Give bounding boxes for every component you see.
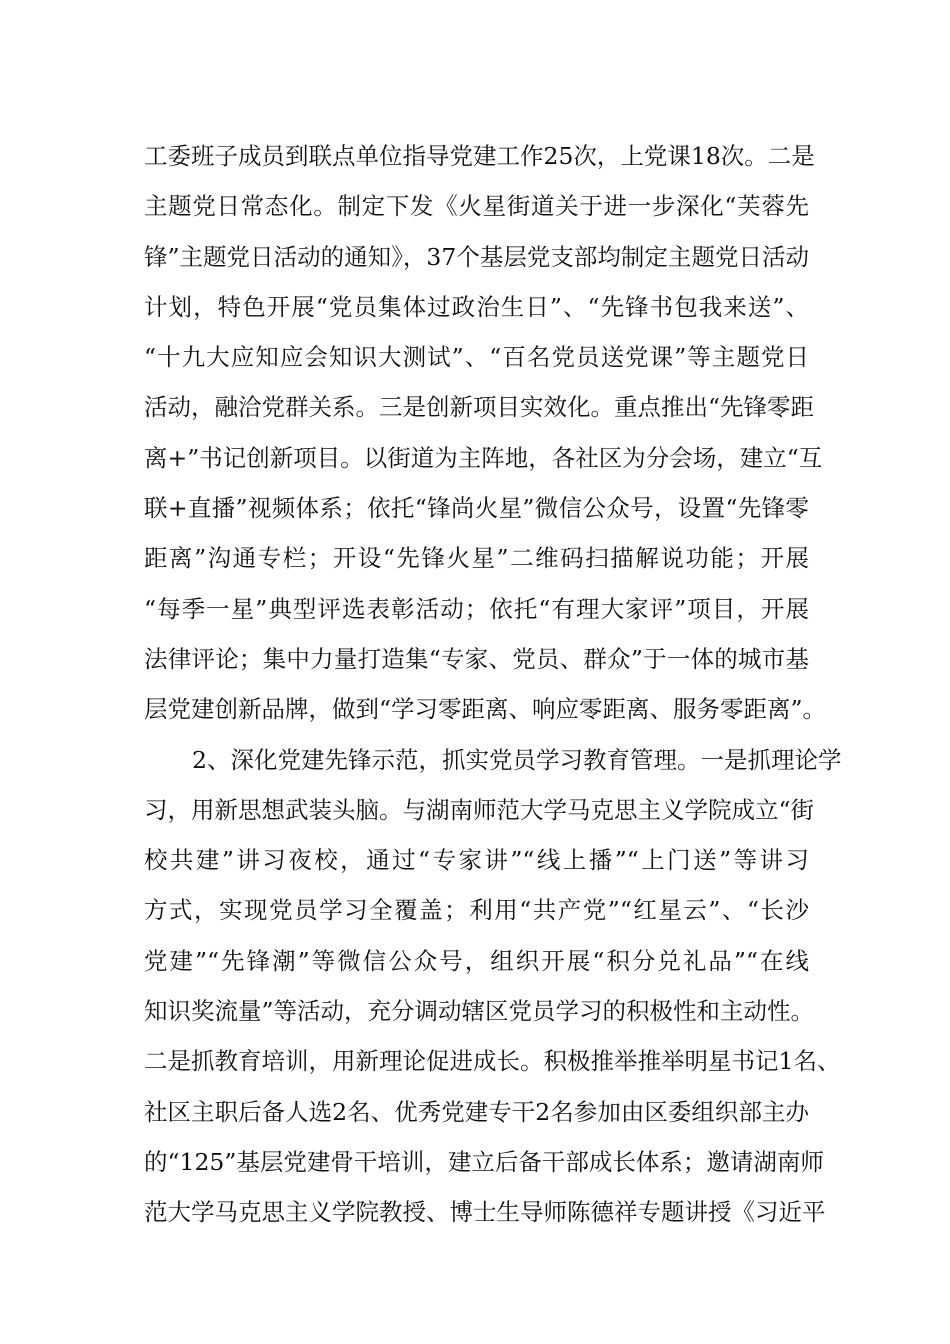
text-line: 主题党日常态化。制定下发《火星街道关于进一步深化“芙蓉先 (144, 192, 809, 221)
text-line: 社区主职后备人选2名、优秀党建专干2名参加由区委组织部主办 (144, 1097, 809, 1126)
text-line: 活动，融洽党群关系。三是创新项目实效化。重点推出“先锋零距 (144, 393, 815, 422)
text-line: 联+直播”视频体系；依托“锋尚火星”微信公众号，设置“先锋零 (144, 494, 809, 523)
text-line: 范大学马克思主义学院教授、博士生导师陈德祥专题讲授《习近平 (144, 1198, 826, 1227)
body-text (144, 131, 842, 1238)
paragraph-start-line: 2、深化党建先锋示范，抓实党员学习教育管理。一是抓理论学 (192, 745, 842, 774)
text-line: 层党建创新品牌，做到“学习零距离、响应零距离、服务零距离”。 (144, 695, 827, 724)
text-line: 工委班子成员到联点单位指导党建工作25次，上党课18次。二是 (144, 142, 815, 170)
text-line: 计划，特色开展“党员集体过政治生日”、“先锋书包我来送”、 (144, 292, 809, 321)
text-line: 的“125”基层党建骨干培训，建立后备干部成长体系；邀请湖南师 (144, 1147, 824, 1176)
text-line: 党建”“先锋潮”等微信公众号，组织开展“积分兑礼品”“在线 (144, 946, 809, 975)
text-line: 二是抓教育培训，用新理论促进成长。积极推举推举明星书记1名、 (144, 1047, 841, 1076)
text-line: 距离”沟通专栏；开设“先锋火星”二维码扫描解说功能；开展 (144, 544, 809, 573)
text-line: 离+”书记创新项目。以街道为主阵地，各社区为分会场，建立“互 (144, 443, 823, 472)
text-line: 法律评论；集中力量打造集“专家、党员、群众”于一体的城市基 (144, 644, 809, 673)
text-line: 知识奖流量”等活动，充分调动辖区党员学习的积极性和主动性。 (144, 997, 815, 1026)
text-line: 习，用新思想武装头脑。与湖南师范大学马克思主义学院成立“街 (144, 795, 815, 824)
text-line: 方式，实现党员学习全覆盖；利用“共产党”“红星云”、“长沙 (144, 896, 809, 925)
text-line: “十九大应知应会知识大测试”、“百名党员送党课”等主题党日 (144, 343, 809, 372)
text-line: 锋”主题党日活动的通知》，37个基层党支部均制定主题党日活动 (144, 242, 809, 271)
text-line: 校共建”讲习夜校，通过“专家讲”“线上播”“上门送”等讲习 (144, 846, 809, 875)
text-line: “每季一星”典型评选表彰活动；依托“有理大家评”项目，开展 (144, 594, 809, 623)
